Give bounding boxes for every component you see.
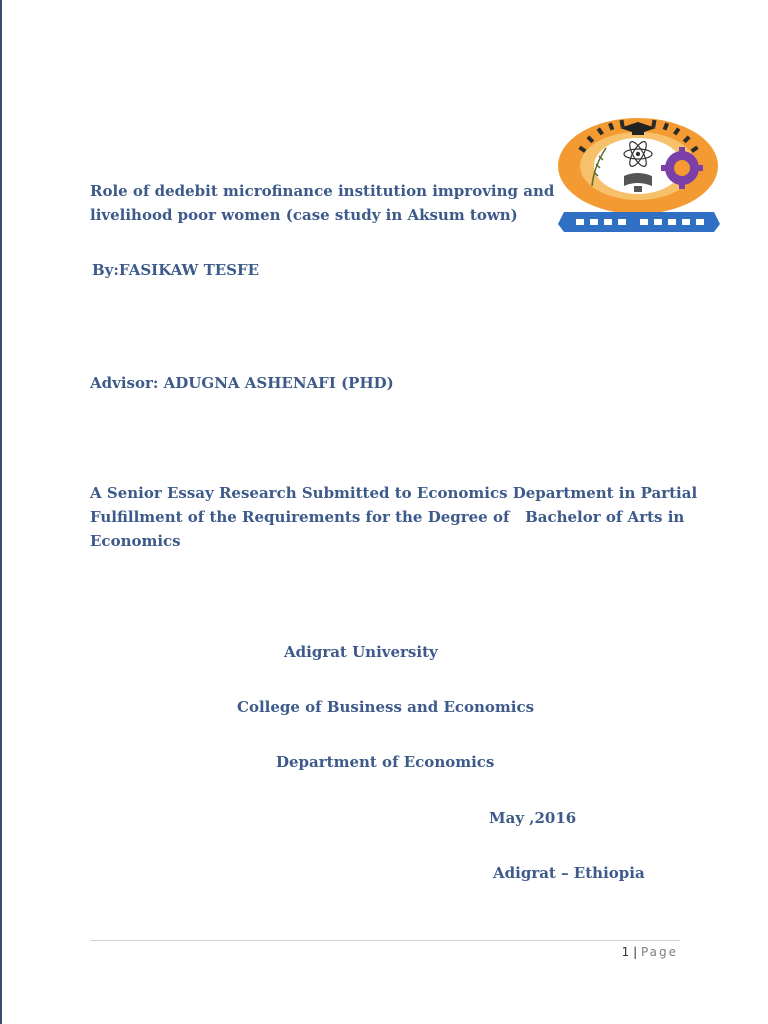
page-footer [622, 943, 678, 961]
footer-rule [90, 940, 680, 941]
logo-ribbon-lettering [576, 219, 704, 225]
title-line-2: livelihood poor women (case study in Aksum town) [90, 206, 518, 224]
university-logo [554, 116, 726, 234]
location-line: Adigrat – Ethiopia [493, 864, 645, 882]
left-margin-rule [0, 0, 2, 1024]
university-line: Adigrat University [284, 643, 438, 661]
department-line: Department of Economics [276, 753, 495, 771]
date-line: May ,2016 [489, 809, 577, 827]
title-line-1: Role of dedebit microfinance institution improving and [90, 182, 555, 200]
page-number: 1 [621, 945, 630, 959]
college-line: College of Business and Economics [237, 698, 535, 716]
submission-line-1: A Senior Essay Research Submitted to Economics Department in Partial [90, 484, 698, 502]
advisor-line: Advisor: ADUGNA ASHENAFI (PHD) [90, 374, 394, 392]
submission-line-3: Economics [90, 532, 181, 550]
submission-line-2: Fulfillment of the Requirements for the Degree of Bachelor of Arts in [90, 508, 685, 526]
page-word: Page [640, 945, 678, 959]
author-line: By:FASIKAW TESFE [92, 261, 260, 279]
page-separator: | [629, 945, 641, 959]
